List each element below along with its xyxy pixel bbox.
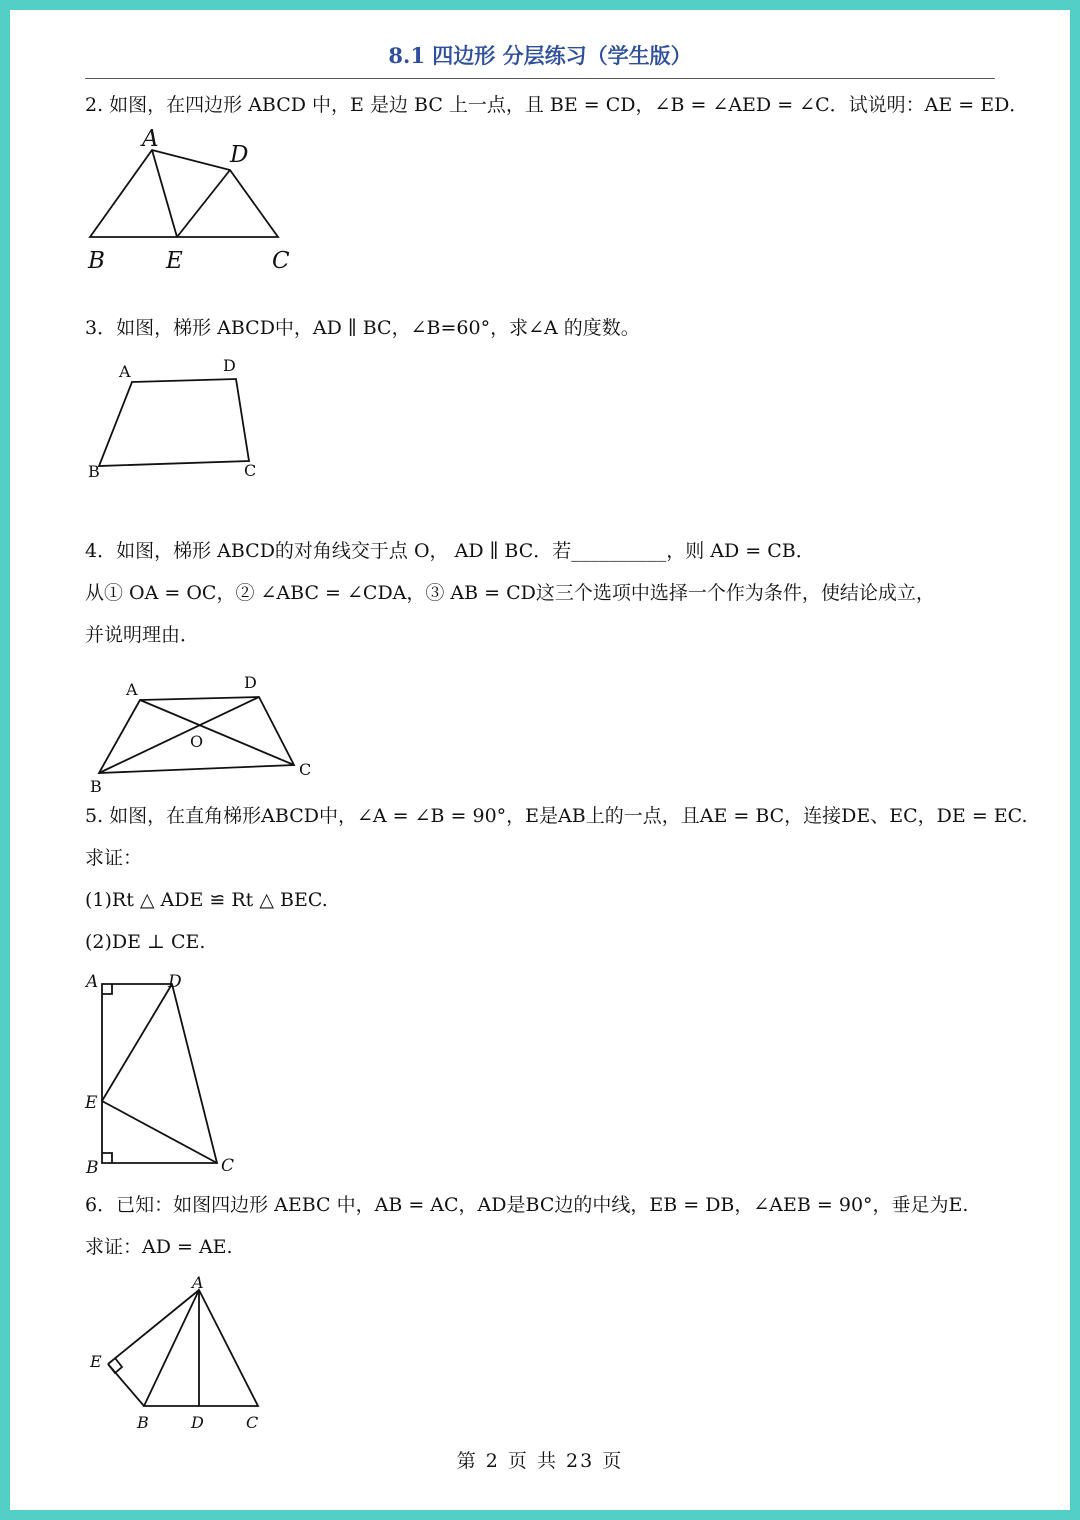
label-A: A [192, 1273, 204, 1292]
question-6-line-2: 求证：AD = AE. [85, 1236, 233, 1258]
label-B: B [86, 1158, 99, 1178]
page-title: 8.1 四边形 分层练习（学生版） [388, 43, 692, 68]
label-D: D [230, 142, 249, 168]
question-6-figure [82, 1272, 282, 1437]
question-4-line-2: 从① OA = OC，② ∠ABC = ∠CDA，③ AB = CD这三个选项中选择一个作为条件，使结论成立， [85, 582, 935, 604]
question-4-line-1: 4．如图，梯形 ABCD的对角线交于点 O， AD ∥ BC．若__________，则 AD = CB． [85, 540, 815, 562]
label-C: C [299, 760, 312, 779]
label-B: B [137, 1413, 149, 1432]
label-B: B [90, 777, 102, 796]
question-5-line-4: (2)DE ⊥ CE. [85, 931, 206, 953]
label-B: B [88, 248, 105, 274]
label-E: E [85, 1093, 98, 1113]
question-5-line-1: 5. 如图，在直角梯形ABCD中，∠A = ∠B = 90°，E是AB上的一点，且AE = BC，连接DE、EC，DE = EC. [85, 805, 1028, 827]
question-2-figure [82, 126, 312, 277]
document-page [10, 10, 1070, 1510]
label-C: C [221, 1156, 235, 1176]
label-D: D [168, 972, 182, 992]
question-4-line-3: 并说明理由． [85, 624, 200, 646]
question-5-line-3: (1)Rt △ ADE ≌ Rt △ BEC. [85, 889, 328, 911]
label-E: E [166, 248, 183, 274]
page-number: 第 2 页 共 23 页 [456, 1450, 624, 1472]
label-B: B [88, 462, 100, 481]
question-4-figure [82, 660, 342, 800]
question-3-figure [82, 355, 282, 485]
label-E: E [90, 1352, 102, 1371]
label-C: C [246, 1413, 259, 1432]
label-D: D [191, 1413, 204, 1432]
question-5-figure [82, 968, 262, 1178]
label-A: A [86, 972, 99, 992]
label-D: D [244, 673, 257, 692]
label-A: A [142, 126, 159, 152]
question-3-text: 3．如图，梯形 ABCD中，AD ∥ BC，∠B=60°，求∠A 的度数。 [85, 317, 640, 339]
header-divider [85, 78, 995, 79]
question-5-line-2: 求证： [85, 847, 143, 869]
question-2-text: 2. 如图，在四边形 ABCD 中，E 是边 BC 上一点，且 BE = CD，∠B = ∠AED = ∠C．试说明：AE = ED． [85, 94, 1029, 116]
label-A: A [126, 680, 138, 699]
label-D: D [223, 356, 236, 375]
label-O: O [190, 732, 204, 751]
label-C: C [272, 248, 290, 274]
label-A: A [119, 362, 131, 381]
question-6-line-1: 6．已知：如图四边形 AEBC 中，AB = AC，AD是BC边的中线，EB = DB，∠AEB = 90°，垂足为E. [85, 1194, 969, 1216]
label-C: C [244, 461, 257, 480]
